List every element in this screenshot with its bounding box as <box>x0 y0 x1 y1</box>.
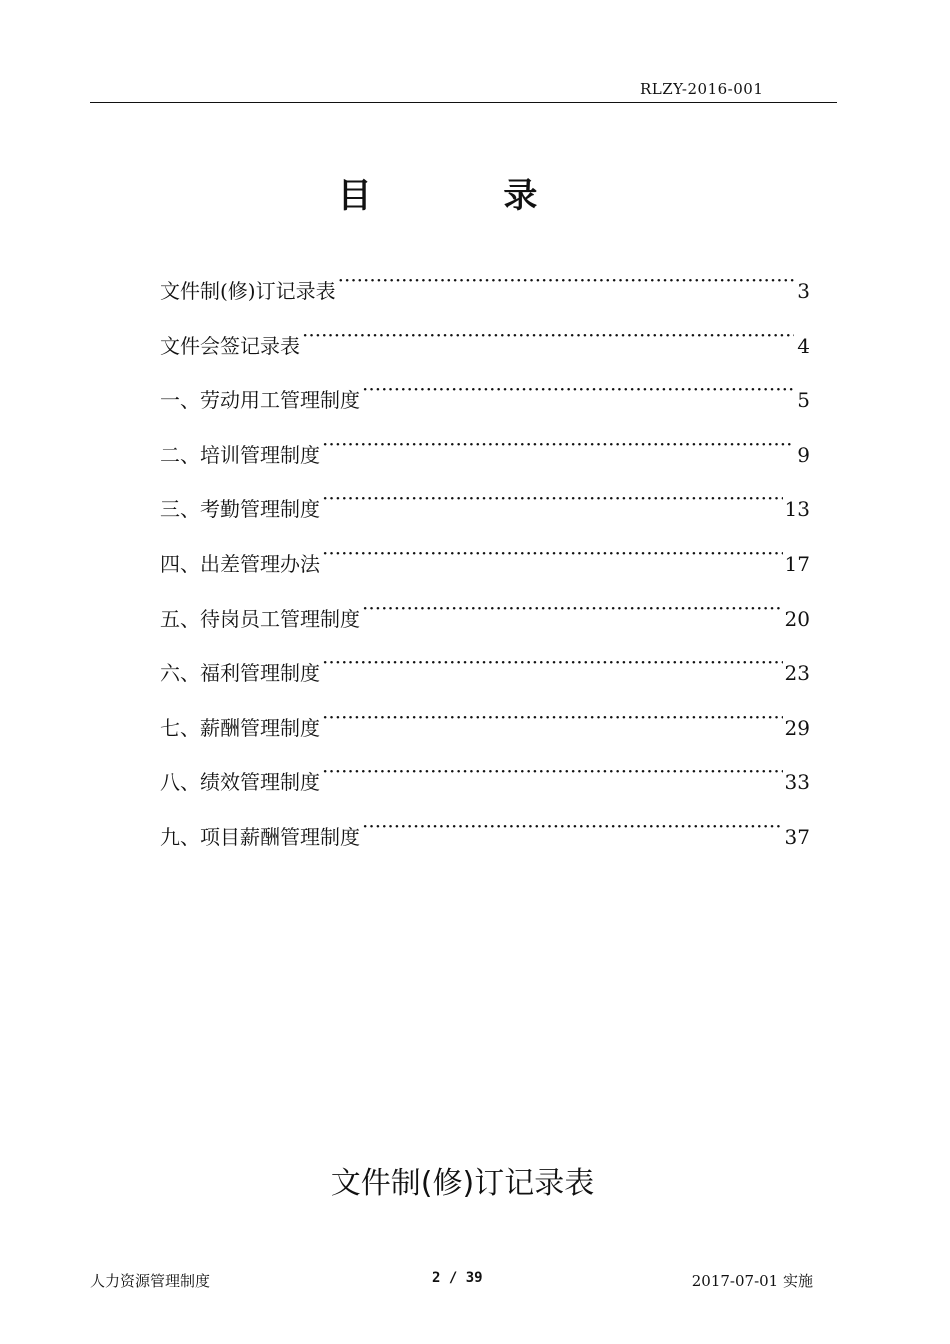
toc-leader-dots <box>322 753 783 789</box>
toc-entry[interactable] <box>160 535 810 590</box>
toc-leader-dots <box>322 480 783 516</box>
toc-entry-page: 13 <box>784 497 810 522</box>
toc-entry[interactable] <box>160 644 810 699</box>
toc-entry-label: 四、出差管理办法 <box>160 551 320 576</box>
toc-entry[interactable] <box>160 480 810 535</box>
toc-entry-label: 二、培训管理制度 <box>160 442 320 467</box>
toc-entry-page: 3 <box>797 279 810 303</box>
toc-entry-label: 文件会签记录表 <box>160 333 300 358</box>
toc-entry-label: 三、考勤管理制度 <box>160 497 320 522</box>
toc-entry[interactable] <box>160 426 810 481</box>
toc-leader-dots <box>362 590 783 626</box>
toc-leader-dots <box>362 371 794 407</box>
footer-page-indicator: 2 / 39 <box>432 1270 483 1286</box>
toc-entry[interactable] <box>160 699 810 754</box>
toc-entry-label: 八、绩效管理制度 <box>160 770 320 795</box>
toc-entry-page: 33 <box>784 770 810 795</box>
toc-entry-page: 29 <box>784 715 810 740</box>
toc-leader-dots <box>322 426 794 462</box>
toc-entry-label: 六、福利管理制度 <box>160 661 320 686</box>
toc-entry-page: 17 <box>784 551 810 576</box>
section-title: 文件制(修)订记录表 <box>330 1166 595 1201</box>
toc-entry-label: 九、项目薪酬管理制度 <box>160 824 360 849</box>
toc-entry[interactable] <box>160 262 810 317</box>
toc-entry-page: 4 <box>797 333 810 358</box>
toc-title: 目 录 <box>337 176 598 216</box>
toc-entry-page: 23 <box>784 661 810 686</box>
toc-leader-dots <box>322 535 783 571</box>
toc-entry-label: 一、劳动用工管理制度 <box>160 388 360 413</box>
toc-entry-page: 5 <box>797 388 810 413</box>
toc-entry-page: 9 <box>797 442 810 467</box>
toc-entry[interactable] <box>160 808 810 863</box>
document-code: RLZY-2016-001 <box>640 80 764 98</box>
toc-entry-label: 文件制(修)订记录表 <box>160 279 336 303</box>
toc-leader-dots <box>338 262 794 298</box>
toc-entry[interactable] <box>160 371 810 426</box>
footer-document-name: 人力资源管理制度 <box>90 1272 211 1290</box>
toc-entry-label: 七、薪酬管理制度 <box>160 715 320 740</box>
toc-entry-label: 五、待岗员工管理制度 <box>160 606 360 631</box>
page-footer <box>90 1270 837 1290</box>
toc-entry-page: 20 <box>784 606 810 631</box>
toc-leader-dots <box>322 699 783 735</box>
toc-leader-dots <box>322 644 783 680</box>
header-divider <box>90 102 837 103</box>
footer-effective-date: 2017-07-01 实施 <box>691 1272 813 1290</box>
toc-entry[interactable] <box>160 753 810 808</box>
toc-entry-page: 37 <box>784 824 810 849</box>
toc-leader-dots <box>302 317 794 353</box>
toc-entry[interactable] <box>160 590 810 645</box>
toc-leader-dots <box>362 808 783 844</box>
toc-entry[interactable] <box>160 317 810 372</box>
table-of-contents <box>160 262 810 863</box>
